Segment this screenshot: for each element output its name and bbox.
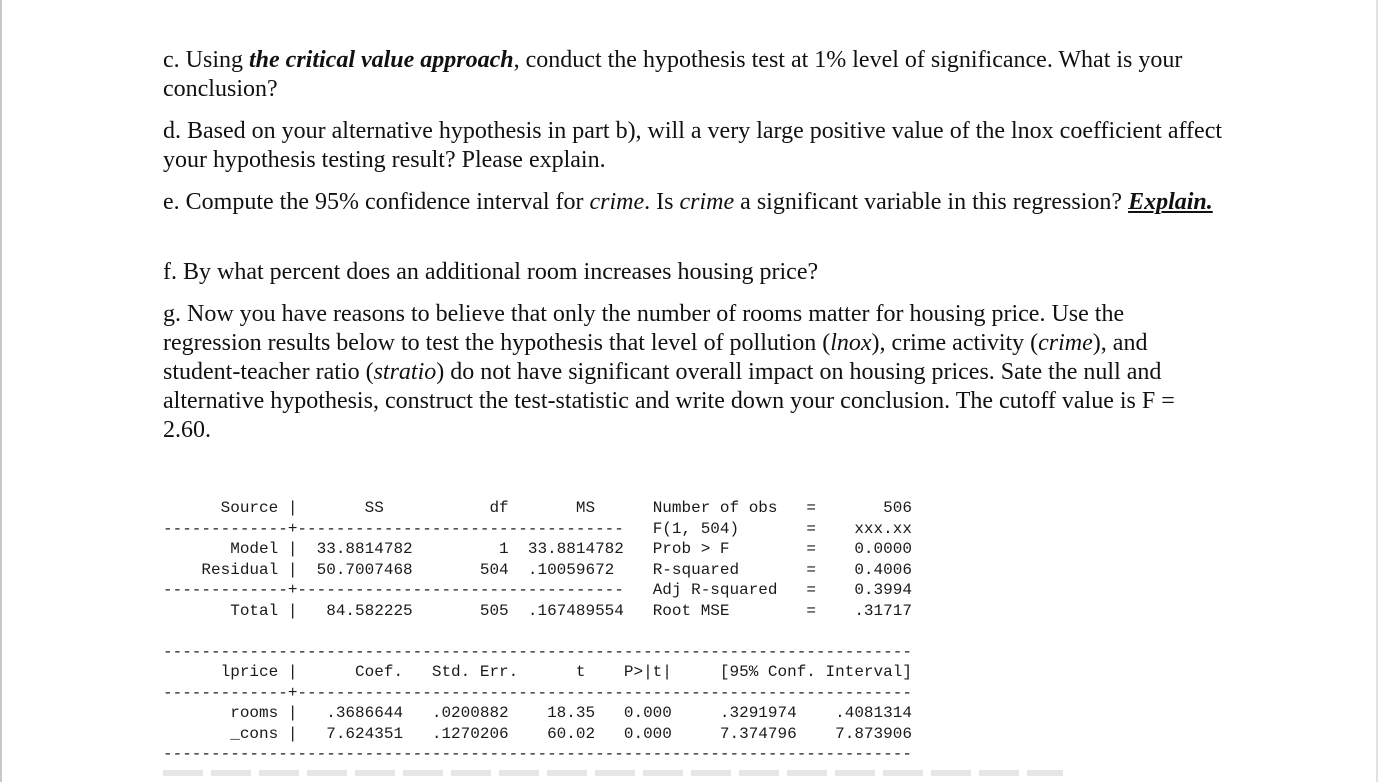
coef-header-row (163, 662, 912, 683)
question-g-text-2: ), crime activity ( (871, 330, 1039, 356)
question-e-var-crime-2: crime (679, 189, 735, 215)
anova-row-model (163, 539, 912, 560)
anova-total: Total | 84.582225 505 .167489554 (163, 601, 624, 620)
question-c (163, 46, 1223, 104)
anova-row-sep (163, 519, 912, 540)
question-c-text-2: , conduct the hypothesis test at 1% level of significance. What is your conclusion? (163, 47, 1183, 102)
anova-model: Model | 33.8814782 1 33.8814782 (163, 540, 624, 558)
stat-f: F(1, 504) = xxx.xx (652, 519, 912, 538)
question-d (163, 117, 1223, 175)
question-c-emphasis: the critical value approach (249, 47, 514, 73)
question-d-text: d. Based on your alternative hypothesis in part b), will a very large positive value of the lnox coefficient affect your hypothesis testing result? Please explain. (163, 118, 1223, 173)
coef-table-row: rooms | .3686644 .0200882 18.35 0.000 .3291974 .4081314 (163, 704, 912, 722)
question-f (163, 258, 1223, 287)
stat-root-mse: Root MSE = .31717 (652, 601, 912, 620)
question-g-var-lnox: lnox (830, 330, 872, 356)
anova-row-sep-total (163, 580, 912, 601)
coef-table-rule-bottom: ------------------------------------------------------------------------------ (163, 745, 912, 763)
question-g-text-4: ) do not have significant overall impact on housing prices. Sate the null and alternative hypothesis, construct the test-statistic and write down your conclusion. The cutoff value is F = 2.60. (163, 359, 1175, 443)
coef-rule-top (163, 642, 912, 663)
coef-rule-mid (163, 683, 912, 704)
anova-residual: Residual | 50.7007468 504 .10059672 (163, 560, 615, 579)
coef-table-row: _cons | 7.624351 .1270206 60.02 0.000 7.374796 7.873906 (163, 724, 912, 743)
question-e (163, 188, 1223, 217)
question-e-text-1: e. Compute the 95% confidence interval for (163, 189, 590, 215)
question-e-text-2: . Is (644, 189, 680, 215)
stat-number-of-obs: Number of obs = 506 (652, 499, 912, 517)
question-f-text: f. By what percent does an additional room increases housing price? (163, 259, 819, 285)
question-c-text-1: c. Using (163, 47, 249, 73)
stat-prob-f: Prob > F = 0.0000 (652, 540, 912, 558)
anova-header: Source | SS df MS (163, 499, 653, 517)
question-e-text-3: a significant variable in this regression? (734, 189, 1129, 215)
question-g-var-stratio: stratio (373, 359, 437, 385)
anova-separator: -------------+---------------------------------- (163, 519, 624, 538)
question-e-explain: Explain. (1128, 189, 1213, 215)
question-g-text-1: g. Now you have reasons to believe that only the number of rooms matter for housing price. Use the regression results below to test the hypothesis that level of pollution ( (163, 301, 1125, 356)
regression-output (163, 498, 912, 765)
question-e-var-crime-1: crime (589, 189, 645, 215)
page-left-border (0, 0, 2, 782)
coef-row-cons (163, 724, 912, 745)
blank-row (163, 621, 912, 642)
coef-table-rule-top: ------------------------------------------------------------------------------ (163, 642, 912, 661)
anova-row-residual (163, 560, 912, 581)
stat-adj-r-squared: Adj R-squared = 0.3994 (652, 581, 912, 599)
stat-r-squared: R-squared = 0.4006 (652, 560, 912, 579)
anova-row-total (163, 601, 912, 622)
cut-off-next-line (163, 770, 1063, 776)
coef-table-rule-mid: -------------+---------------------------------------------------------------- (163, 683, 912, 702)
anova-separator-total: -------------+---------------------------------- (163, 581, 624, 599)
question-g-text-3: ), and student-teacher ratio ( (163, 330, 1148, 385)
question-g (163, 300, 1223, 445)
coef-row-rooms (163, 703, 912, 724)
question-g-var-crime: crime (1038, 330, 1093, 356)
coef-table-header: lprice | Coef. Std. Err. t P>|t| [95% Conf. Interval] (163, 663, 912, 681)
anova-row-header (163, 498, 912, 519)
coef-rule-bottom (163, 744, 912, 765)
